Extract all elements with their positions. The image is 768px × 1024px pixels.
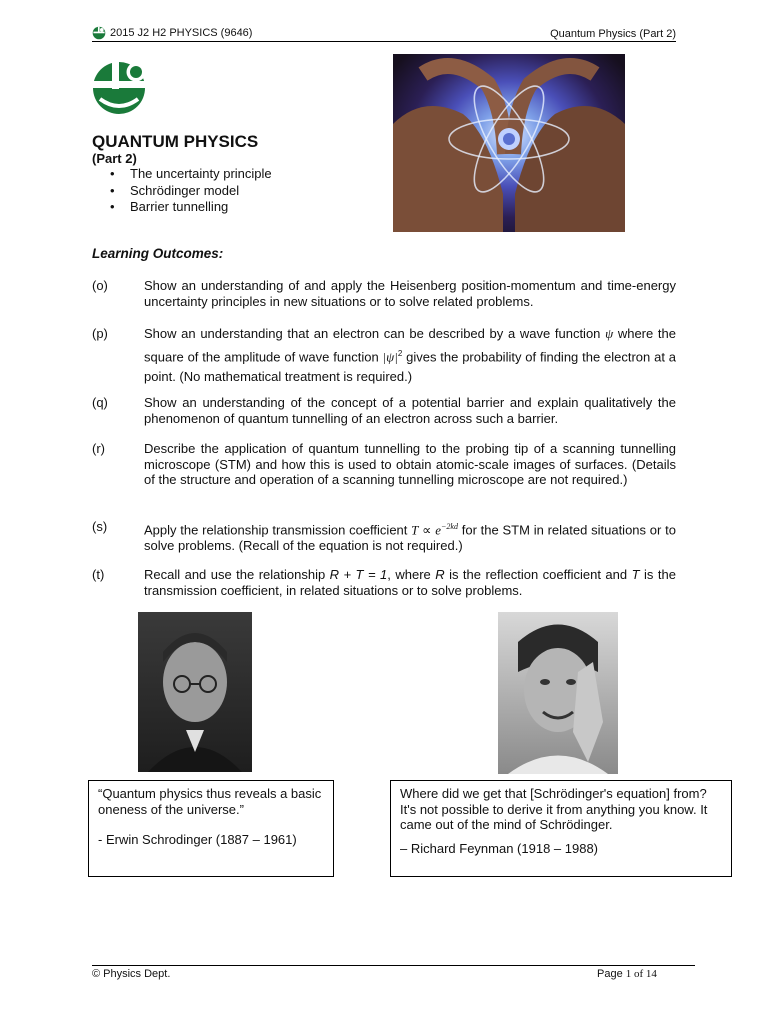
outcome-p [92, 324, 676, 387]
hands-atom-photo [393, 54, 625, 232]
outcome-text-part: Show an understanding that an electron can be described by a wave function [144, 326, 601, 341]
school-logo-icon [92, 26, 106, 40]
equation: R + T = 1 [329, 567, 388, 582]
quote-text: “Quantum physics thus reveals a basic oneness of the universe.” [98, 786, 322, 817]
outcome-label: (s) [92, 519, 108, 534]
outcome-t [92, 567, 676, 598]
outcome-text-part: Recall and use the relationship [144, 567, 326, 582]
quote-text: Where did we get that [Schrödinger's equation] from? It's not possible to derive it from anything you know. It came out of the mind of Schrödinger. [400, 786, 708, 832]
outcome-text-part: gives the probability of finding the electron at a point. (No mathematical treatment is required.) [144, 349, 676, 385]
header-left [92, 26, 252, 40]
footer-divider [92, 965, 695, 966]
topic-list [118, 166, 272, 216]
page-count: 1 of 14 [625, 968, 657, 980]
outcome-label: (q) [92, 395, 108, 410]
outcome-text-part: is the transmission coefficient, in related situations or to solve problems. [144, 567, 676, 598]
outcome-text [144, 324, 676, 387]
outcome-text-part: is the reflection coefficient and [449, 567, 628, 582]
schrodinger-portrait [138, 612, 252, 772]
outcome-r [92, 441, 676, 488]
outcome-text: Show an understanding of the concept of a potential barrier and explain qualitatively the phenomenon of quantum tunnelling of an electron across such a barrier. [144, 395, 676, 426]
equation-e: e [435, 522, 442, 538]
proportional-symbol: ∝ [422, 522, 432, 538]
list-item: • Barrier tunnelling [118, 199, 272, 216]
quote-box-feynman [390, 780, 732, 877]
feynman-portrait [498, 612, 618, 774]
outcome-text [144, 519, 676, 553]
header-chapter: Quantum Physics (Part 2) [550, 28, 676, 40]
equation-t: T [411, 522, 419, 538]
quote-box-schrodinger [88, 780, 334, 877]
outcome-label: (r) [92, 441, 105, 456]
outcome-text [144, 567, 676, 598]
page-subtitle: (Part 2) [92, 151, 137, 166]
list-item: • The uncertainty principle [118, 166, 272, 183]
quote-attribution: - Erwin Schrodinger (1887 – 1961) [98, 832, 297, 847]
page-word: Page [597, 968, 623, 980]
header-divider [92, 41, 676, 42]
school-logo-icon [90, 57, 152, 115]
outcome-o [92, 278, 676, 309]
outcome-label: (p) [92, 326, 108, 341]
outcome-text: Describe the application of quantum tunnelling to the probing tip of a scanning tunnelling microscope (STM) and how this is used to obtain atomic-scale images of surfaces. (Details of the structure and operation of a scanning tunnelling microscope are not required.) [144, 441, 676, 487]
outcome-label: (o) [92, 278, 108, 293]
learning-outcomes-heading: Learning Outcomes: [92, 246, 224, 261]
list-item: • Schrödinger model [118, 183, 272, 200]
page-number [597, 968, 657, 980]
symbol-t: T [631, 567, 640, 582]
outcome-text-part: for the STM in related situations or to solve problems. (Recall of the equation is not required.) [144, 522, 676, 553]
psi-abs-symbol: |ψ| [382, 349, 398, 365]
outcome-text-part: where the square of the amplitude of wave function [144, 326, 676, 365]
symbol-r: R [435, 567, 445, 582]
page-title: QUANTUM PHYSICS [92, 132, 259, 151]
outcome-q [92, 395, 676, 426]
quote-attribution: – Richard Feynman (1918 – 1988) [400, 840, 599, 856]
outcome-label: (t) [92, 567, 105, 582]
outcome-s [92, 519, 676, 553]
outcome-text: Show an understanding of and apply the Heisenberg position-momentum and time-energy uncertainty principles in new situations or to solve related problems. [144, 278, 676, 309]
equation-exponent: −2kd [441, 522, 458, 531]
header-course: 2015 J2 H2 PHYSICS (9646) [110, 27, 253, 39]
outcome-text-part: Apply the relationship transmission coefficient [144, 522, 408, 538]
psi-symbol: ψ [605, 326, 614, 341]
superscript: 2 [397, 349, 403, 358]
footer-copyright: © Physics Dept. [92, 968, 171, 980]
outcome-text-part: , where [387, 567, 431, 582]
